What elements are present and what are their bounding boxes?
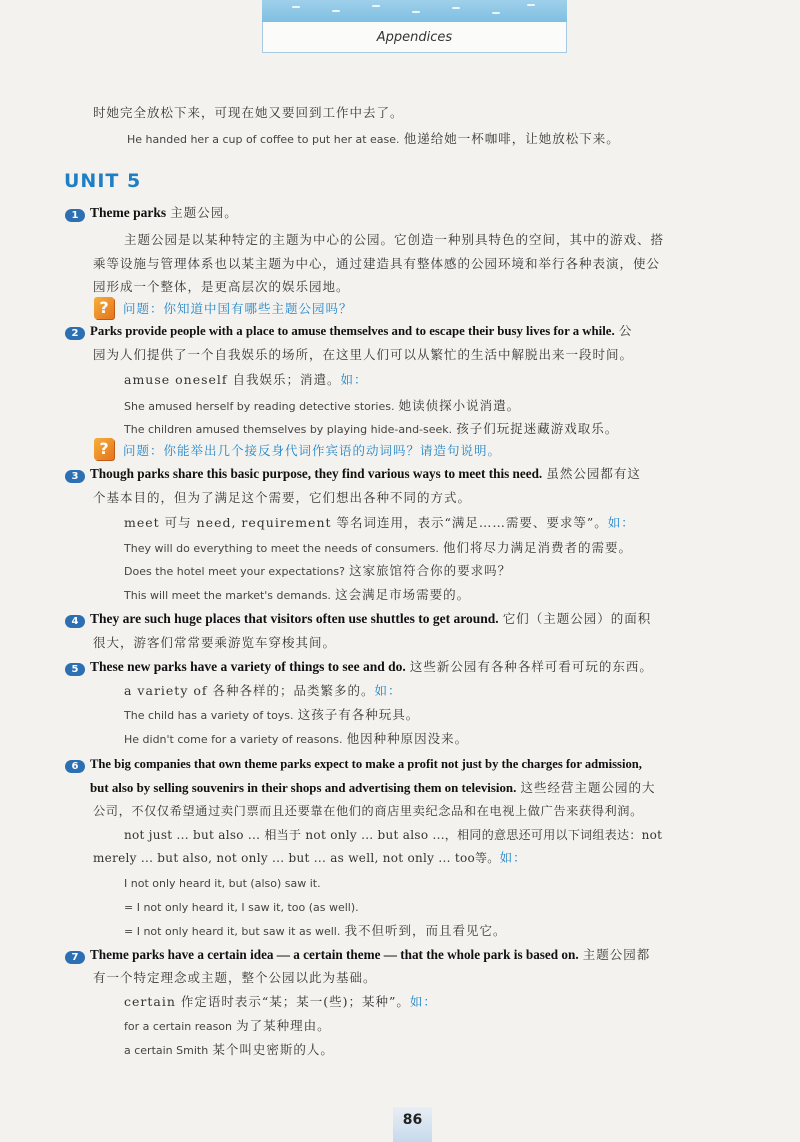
item-body: 主题公园是以某种特定的主题为中心的公园。它创造一种别具特色的空间，其中的游戏、搭 [124, 232, 665, 247]
header-label: Appendices [376, 29, 453, 45]
item-example: for a certain reason 为了某种理由。 [124, 1018, 331, 1033]
item-example: She amused herself by reading detective stories. 她读侦探小说消遣。 [124, 398, 521, 413]
item-example: Does the hotel meet your expectations? 这家旅馆符合你的要求吗？ [124, 563, 512, 578]
item-note: a variety of 各种各样的；品类繁多的。如： [124, 683, 402, 698]
header-decoration [262, 0, 567, 22]
question-text: 问题：你知道中国有哪些主题公园吗？ [123, 301, 353, 316]
item-example: = I not only heard it, I saw it, too (as well). [124, 901, 359, 914]
item-note: meet 可与 need, requirement 等名词连用，表示“满足……需要、要求等”。如： [124, 515, 635, 530]
item-headline: Theme parks have a certain idea — a certain theme — that the whole park is based on. 主题公园都 [90, 947, 651, 962]
item-note: certain 作定语时表示“某；某一(些)；某种”。如： [124, 994, 437, 1009]
item-number-badge: 7 [65, 951, 85, 964]
item-translation: 有一个特定理念或主题，整个公园以此为基础。 [93, 970, 377, 985]
item-note: not just ... but also ... 相当于 not only ... but also ...，相同的意思还可用以下词组表达：not [124, 828, 663, 842]
item-headline: They are such huge places that visitors often use shuttles to get around. 它们（主题公园）的面积 [90, 611, 652, 626]
item-translation: 很大，游客们常常要乘游览车穿梭其间。 [93, 635, 337, 650]
item-number-badge: 5 [65, 663, 85, 676]
item-headline: but also by selling souvenirs in their shops and advertising them on television. 这些经营主题公园的大 [90, 780, 656, 795]
question-icon: ? [94, 438, 114, 460]
item-translation: 个基本目的，但为了满足这个需要，它们想出各种不同的方式。 [93, 490, 472, 505]
item-example: This will meet the market's demands. 这会满足市场需要的。 [124, 587, 471, 602]
item-example: = I not only heard it, but saw it as well. 我不但听到，而且看见它。 [124, 923, 507, 938]
intro-line: 时她完全放松下来，可现在她又要回到工作中去了。 [93, 105, 404, 120]
item-headline: These new parks have a variety of things to see and do. 这些新公园有各种各样可看可玩的东西。 [90, 659, 653, 674]
item-number-badge: 2 [65, 327, 85, 340]
item-headline: Parks provide people with a place to amuse themselves and to escape their busy lives for a while. 公 [90, 323, 633, 338]
item-translation: 园为人们提供了一个自我娱乐的场所，在这里人们可以从繁忙的生活中解脱出来一段时间。 [93, 347, 634, 362]
item-example: The children amused themselves by playing hide-and-seek. 孩子们玩捉迷藏游戏取乐。 [124, 421, 619, 436]
item-example: They will do everything to meet the needs of consumers. 他们将尽力满足消费者的需要。 [124, 540, 633, 555]
item-example: He didn't come for a variety of reasons. 他因种种原因没来。 [124, 731, 469, 746]
item-headline: Though parks share this basic purpose, they find various ways to meet this need. 虽然公园都有这 [90, 466, 641, 481]
item-note: amuse oneself 自我娱乐；消遣。如： [124, 372, 368, 387]
item-translation: 公司，不仅仅希望通过卖门票而且还要靠在他们的商店里卖纪念品和在电视上做广告来获得利润。 [93, 804, 643, 818]
item-example: a certain Smith 某个叫史密斯的人。 [124, 1042, 334, 1057]
item-number-badge: 1 [65, 209, 85, 222]
item-example: The child has a variety of toys. 这孩子有各种玩具。 [124, 707, 420, 722]
page-number: 86 [402, 1112, 423, 1128]
question-icon: ? [94, 297, 114, 319]
item-number-badge: 3 [65, 470, 85, 483]
item-number-badge: 4 [65, 615, 85, 628]
header-label-box [262, 22, 567, 53]
item-headline: The big companies that own theme parks expect to make a profit not just by the charges for admission, [90, 757, 642, 771]
item-note: merely ... but also, not only ... but ... as well, not only ... too等。如： [93, 850, 527, 865]
page-number-box [393, 1107, 432, 1142]
intro-example: He handed her a cup of coffee to put her at ease. 他递给她一杯咖啡，让她放松下来。 [127, 131, 620, 146]
item-body: 园形成一个整体，是更高层次的娱乐园地。 [93, 279, 350, 294]
unit-title: UNIT 5 [64, 170, 142, 192]
item-number-badge: 6 [65, 760, 85, 773]
item-example: I not only heard it, but (also) saw it. [124, 877, 321, 890]
question-text: 问题：你能举出几个接反身代词作宾语的动词吗？请造句说明。 [123, 443, 502, 458]
item-body: 乘等设施与管理体系也以某主题为中心，通过建造具有整体感的公园环境和举行各种表演，使公 [93, 256, 661, 271]
item-headline: Theme parks 主题公园。 [90, 205, 238, 220]
